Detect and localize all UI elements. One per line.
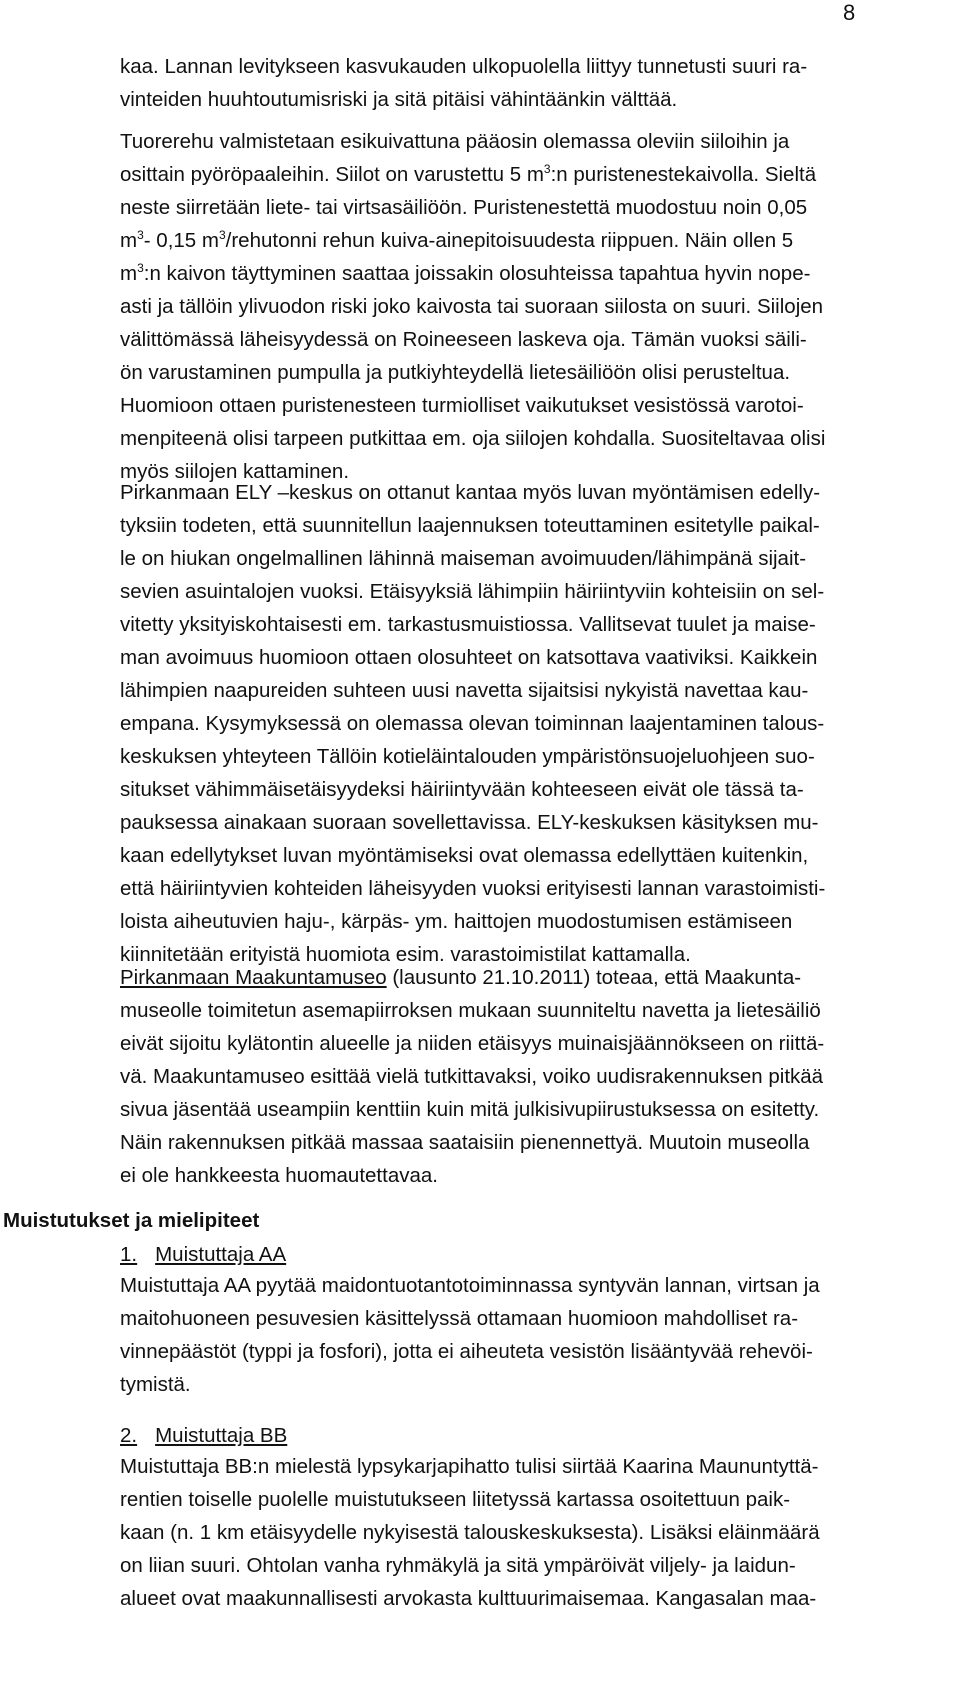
paragraph-silage xyxy=(120,125,880,488)
text-line: vitetty yksityiskohtaisesti em. tarkastusmuistiossa. Vallitsevat tuulet ja maise- xyxy=(120,613,816,636)
text-line xyxy=(120,961,880,994)
superscript: 3 xyxy=(543,162,551,176)
item-title-text: Muistuttaja AA xyxy=(155,1243,287,1266)
text-line: rentien toiselle puolelle muistutukseen liitetyssä kartassa osoitettuun paik- xyxy=(120,1488,791,1511)
item-title xyxy=(120,1240,880,1269)
text-line: situkset vähimmäisetäisyydeksi häiriintyvään kohteeseen eivät ole tässä ta- xyxy=(120,778,804,801)
text-line xyxy=(120,224,880,257)
text-line: keskuksen yhteyteen Tällöin kotieläintalouden ympäristönsuojeluohjeen suo- xyxy=(120,745,815,768)
text-line: vinnepäästöt (typpi ja fosfori), jotta ei aiheuteta vesistön lisääntyvää rehevöi- xyxy=(120,1340,813,1363)
text-line: le on hiukan ongelmallinen lähinnä maiseman avoimuuden/lähimpänä sijait- xyxy=(120,547,807,570)
text-fragment: :n kaivon täyttyminen saattaa joissakin olosuhteissa tapahtua hyvin nope- xyxy=(143,262,811,285)
text-line: lähimpien naapureiden suhteen uusi navetta sijaitsisi nykyistä navettaa kau- xyxy=(120,679,809,702)
superscript: 3 xyxy=(137,261,144,275)
text-line: ei ole hankkeesta huomautettavaa. xyxy=(120,1164,438,1187)
item-number: 1. xyxy=(120,1243,138,1266)
text-line: tymistä. xyxy=(120,1373,191,1396)
item-number: 2. xyxy=(120,1424,138,1447)
text-line: Pirkanmaan ELY –keskus on ottanut kantaa myös luvan myöntämisen edelly- xyxy=(120,481,821,504)
paragraph-provincial-museum xyxy=(120,961,880,1192)
superscript: 3 xyxy=(137,228,144,242)
item-title xyxy=(120,1421,880,1450)
text-fragment: m xyxy=(120,262,138,285)
text-line: Näin rakennuksen pitkää massaa saataisiin pienennettyä. Muutoin museolla xyxy=(120,1131,810,1154)
text-line: Muistuttaja AA pyytää maidontuotantotoiminnassa syntyvän lannan, virtsan ja xyxy=(120,1274,820,1297)
objection-item xyxy=(120,1421,880,1615)
text-line: kaan (n. 1 km etäisyydelle nykyisestä talouskeskuksesta). Lisäksi eläinmäärä xyxy=(120,1521,820,1544)
text-line: tyksiin todeten, että suunnitellun laajennuksen toteuttaminen esitetylle paikal- xyxy=(120,514,820,537)
text-line: menpiteenä olisi tarpeen putkittaa em. oja siilojen kohdalla. Suositeltavaa olisi xyxy=(120,427,826,450)
text-fragment: - 0,15 m xyxy=(143,229,219,252)
text-line xyxy=(120,257,880,290)
text-line: man avoimuus huomioon ottaen olosuhteet on katsottava vaativiksi. Kaikkein xyxy=(120,646,818,669)
text-line: vä. Maakuntamuseo esittää vielä tutkittavaksi, voiko uudisrakennuksen pitkää xyxy=(120,1065,824,1088)
text-line: kaa. Lannan levitykseen kasvukauden ulkopuolella liittyy tunnetusti suuri ra- xyxy=(120,55,808,78)
page-number: 8 xyxy=(843,0,856,25)
superscript: 3 xyxy=(218,228,226,242)
text-line: välittömässä läheisyydessä on Roineeseen laskeva oja. Tämän vuoksi säili- xyxy=(120,328,807,351)
text-line: myös siilojen kattaminen. xyxy=(120,460,350,483)
text-fragment: m xyxy=(120,229,138,252)
paragraph-ely-centre xyxy=(120,476,880,971)
paragraph-manure-spreading xyxy=(120,50,880,116)
objection-item xyxy=(120,1240,880,1401)
text-line: asti ja tällöin ylivuodon riski joko kaivosta tai suoraan siilosta on suuri. Siilojen xyxy=(120,295,824,318)
item-title-text: Muistuttaja BB xyxy=(155,1424,288,1447)
text-line: pauksessa ainakaan suoraan sovellettavissa. ELY-keskuksen käsityksen mu- xyxy=(120,811,819,834)
text-line: loista aiheutuvien haju-, kärpäs- ym. haittojen muodostumisen estämiseen xyxy=(120,910,793,933)
text-line: sevien asuintalojen vuoksi. Etäisyyksiä lähimpiin häiriintyviin kohteisiin on sel- xyxy=(120,580,825,603)
text-line: Huomioon ottaen puristenesteen turmiolliset vaikutukset vesistössä varotoi- xyxy=(120,394,804,417)
text-line: kiinnitetään erityistä huomiota esim. varastoimistilat kattamalla. xyxy=(120,943,691,966)
text-line: ön varustaminen pumpulla ja putkiyhteydellä lietesäiliöön olisi perusteltua. xyxy=(120,361,791,384)
section-heading: Muistutukset ja mielipiteet xyxy=(3,1209,260,1232)
organisation-name: Pirkanmaan Maakuntamuseo xyxy=(120,966,387,989)
text-line: Muistuttaja BB:n mielestä lypsykarjapihatto tulisi siirtää Kaarina Maununtyttä- xyxy=(120,1455,819,1478)
text-line: Tuorerehu valmistetaan esikuivattuna pääosin olemassa oleviin siiloihin ja xyxy=(120,130,790,153)
text-line: neste siirretään liete- tai virtsasäiliöön. Puristenestettä muodostuu noin 0,05 xyxy=(120,196,808,219)
text-fragment: osittain pyöröpaaleihin. Siilot on varustettu 5 m xyxy=(120,163,544,186)
text-line: että häiriintyvien kohteiden läheisyyden vuoksi erityisesti lannan varastoimisti- xyxy=(120,877,826,900)
text-line: on liian suuri. Ohtolan vanha ryhmäkylä ja sitä ympäröivät viljely- ja laidun- xyxy=(120,1554,796,1577)
text-line xyxy=(120,158,880,191)
text-line: alueet ovat maakunnallisesti arvokasta kulttuurimaisemaa. Kangasalan maa- xyxy=(120,1587,817,1610)
text-fragment: /rehutonni rehun kuiva-ainepitoisuudesta riippuen. Näin ollen 5 xyxy=(225,229,794,252)
text-line: museolle toimitetun asemapiirroksen mukaan suunniteltu navetta ja lietesäiliö xyxy=(120,999,821,1022)
text-fragment: (lausunto 21.10.2011) toteaa, että Maakunta- xyxy=(386,966,802,989)
text-line: empana. Kysymyksessä on olemassa olevan toiminnan laajentaminen talous- xyxy=(120,712,825,735)
text-line: vinteiden huuhtoutumisriski ja sitä pitäisi vähintäänkin välttää. xyxy=(120,88,678,111)
text-line: kaan edellytykset luvan myöntämiseksi ovat olemassa edellyttäen kuitenkin, xyxy=(120,844,809,867)
text-line: maitohuoneen pesuvesien käsittelyssä ottamaan huomioon mahdolliset ra- xyxy=(120,1307,799,1330)
text-line: sivua jäsentää useampiin kenttiin kuin mitä julkisivupiirustuksessa on esitetty. xyxy=(120,1098,820,1121)
text-line: eivät sijoitu kylätontin alueelle ja niiden etäisyys muinaisjäännökseen on riittä- xyxy=(120,1032,825,1055)
text-fragment: :n puristenestekaivolla. Sieltä xyxy=(550,163,817,186)
